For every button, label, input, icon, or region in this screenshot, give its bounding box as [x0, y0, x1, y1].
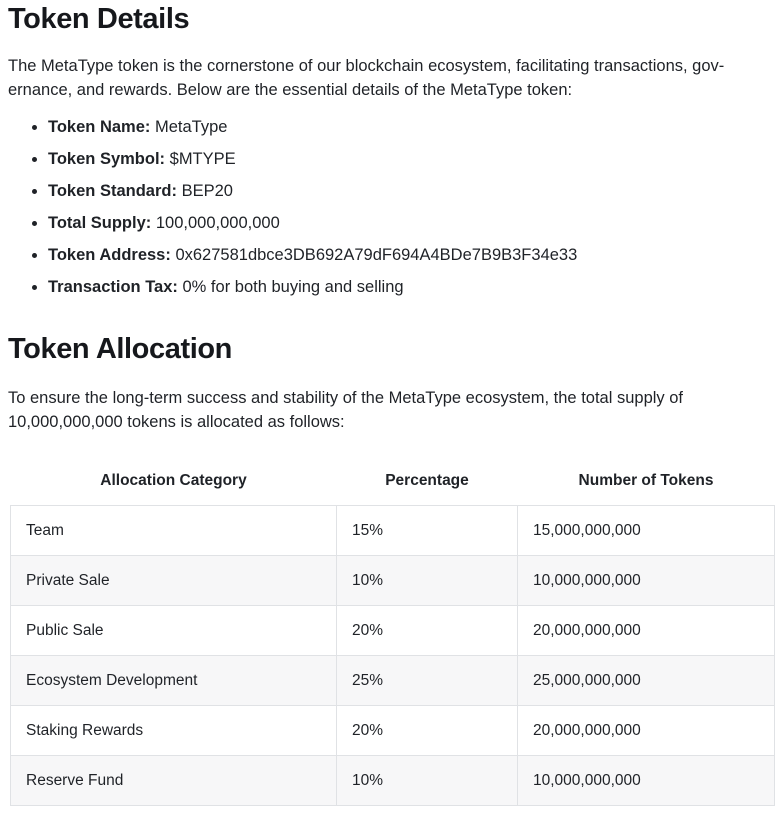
- table-cell: 25,000,000,000: [518, 656, 775, 706]
- header-allocation-category: Allocation Category: [100, 472, 247, 489]
- detail-value: 100,000,000,000: [155, 214, 280, 232]
- token-allocation-intro: [8, 386, 770, 434]
- detail-label: Token Name:: [48, 118, 151, 136]
- token-detail-item: [48, 243, 770, 267]
- detail-value: 0% for both buying and selling: [182, 278, 404, 296]
- table-cell: 20,000,000,000: [518, 606, 775, 656]
- detail-value: $MTYPE: [169, 150, 236, 168]
- intro-line-1: The MetaType token is the cornerstone of our blockchain ecosystem, facilitating transactions, gov-: [8, 57, 725, 75]
- detail-label: Transaction Tax:: [48, 278, 178, 296]
- detail-value: 0x627581dbce3DB692A79dF694A4BDe7B9B3F34e33: [175, 246, 578, 264]
- table-cell: Private Sale: [11, 556, 337, 606]
- table-cell: 15%: [337, 506, 518, 556]
- table-cell: 10,000,000,000: [518, 756, 775, 806]
- allocation-table: [10, 458, 775, 806]
- table-cell: 15,000,000,000: [518, 506, 775, 556]
- table-cell: 20%: [337, 706, 518, 756]
- token-details-heading: Token Details: [8, 3, 190, 35]
- header-percentage: Percentage: [385, 472, 469, 489]
- allocation-table-header: [11, 458, 775, 506]
- detail-value: MetaType: [154, 118, 228, 136]
- detail-label: Total Supply:: [48, 214, 152, 232]
- token-detail-item: [48, 179, 770, 203]
- table-cell: 20,000,000,000: [518, 706, 775, 756]
- token-detail-item: [48, 115, 770, 139]
- token-details-intro: [8, 54, 770, 102]
- token-details-list: [8, 115, 770, 299]
- table-row: [11, 756, 775, 806]
- table-cell: 10,000,000,000: [518, 556, 775, 606]
- allocation-intro-line-2: 10,000,000,000 tokens is allocated as follows:: [8, 413, 345, 431]
- table-cell: Team: [11, 506, 337, 556]
- token-detail-item: [48, 147, 770, 171]
- table-row: [11, 606, 775, 656]
- table-row: [11, 656, 775, 706]
- detail-label: Token Symbol:: [48, 150, 166, 168]
- token-allocation-heading: Token Allocation: [8, 333, 232, 365]
- token-detail-item: [48, 275, 770, 299]
- table-cell: Ecosystem Development: [11, 656, 337, 706]
- table-cell: Reserve Fund: [11, 756, 337, 806]
- table-cell: 10%: [337, 756, 518, 806]
- table-cell: 25%: [337, 656, 518, 706]
- detail-value: BEP20: [181, 182, 233, 200]
- table-cell: Staking Rewards: [11, 706, 337, 756]
- table-row: [11, 706, 775, 756]
- allocation-intro-line-1: To ensure the long-term success and stability of the MetaType ecosystem, the total supply of: [8, 389, 684, 407]
- header-row: [11, 458, 775, 506]
- token-detail-item: [48, 211, 770, 235]
- header-number-of-tokens: Number of Tokens: [578, 472, 714, 489]
- table-cell: Public Sale: [11, 606, 337, 656]
- intro-line-2: ernance, and rewards. Below are the essential details of the MetaType token:: [8, 81, 573, 99]
- table-row: [11, 506, 775, 556]
- detail-label: Token Address:: [48, 246, 171, 264]
- table-row: [11, 556, 775, 606]
- table-cell: 10%: [337, 556, 518, 606]
- table-cell: 20%: [337, 606, 518, 656]
- detail-label: Token Standard:: [48, 182, 177, 200]
- allocation-table-body: [11, 506, 775, 806]
